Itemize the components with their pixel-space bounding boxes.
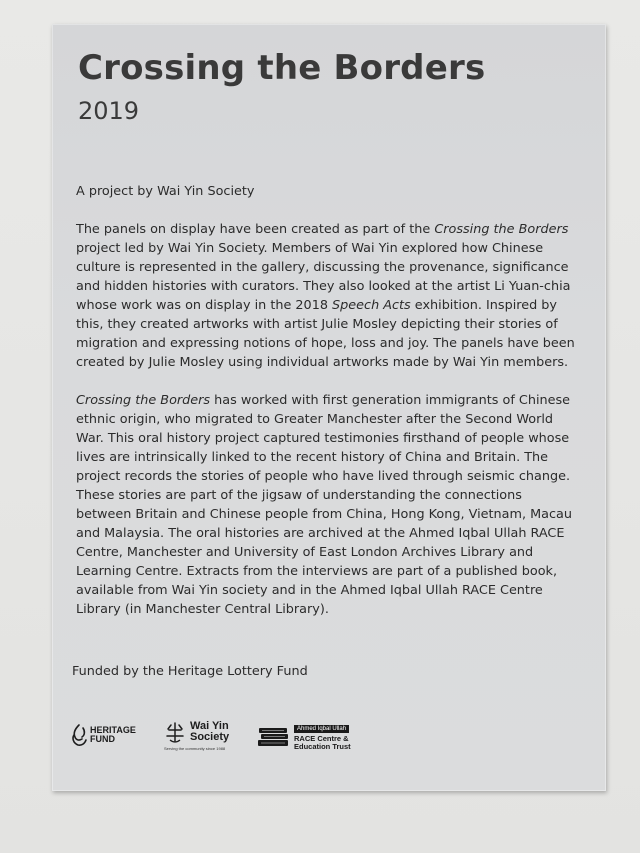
wai-yin-line-2: Society [190,731,230,743]
exhibition-panel [52,24,606,791]
heritage-line-2: FUND [90,734,115,744]
p1-text-b: project led by Wai Yin Society. Members of Wai Yin explored how Chinese culture is represented in the gallery, discussing the provenance, significance and hidden histories with curators. They also looked at the artist Li Yuan-chia whose work was on display in the 2018 [76,241,571,313]
books-stack-icon [258,725,290,749]
p1-text-a: The panels on display have been created as part of the [76,222,435,237]
p1-italic-exhibition: Speech Acts [332,298,411,313]
wai-yin-line-1: Wai Yin [190,720,229,732]
intro-line: A project by Wai Yin Society [76,184,255,199]
p1-italic-title: Crossing the Borders [434,222,569,237]
sponsor-logos [70,721,370,761]
heritage-hands-icon [70,723,88,747]
race-top-label: Ahmed Iqbal Ullah [294,725,349,733]
heritage-fund-text [90,726,136,744]
race-line-2: Education Trust [294,742,351,751]
wai-yin-logo [164,721,229,751]
panel-year: 2019 [78,97,140,125]
panel-body [76,182,576,638]
funding-credit: Funded by the Heritage Lottery Fund [72,664,308,679]
paragraph-2 [76,391,576,619]
heritage-line-1: HERITAGE [90,725,136,735]
p2-italic-title: Crossing the Borders [76,393,211,408]
heritage-fund-logo [70,723,136,747]
wai-yin-emblem-icon [164,721,186,745]
paragraph-1 [76,220,576,372]
panel-title: Crossing the Borders [78,48,486,88]
race-line-1: RACE Centre & [294,734,349,743]
wai-yin-tagline: Serving the community since 1988 [164,746,226,751]
wai-yin-name [190,721,229,743]
p2-text-a: has worked with first generation immigrants of Chinese ethnic origin, who migrated to Greater Manchester after the Second World War. This oral history project captured testimonies firsthand of people whose lives are intrinsically linked to the recent history of China and Britain. The project records the stories of people who have lived through seismic change. These stories are part of the jigsaw of understanding the connections between Britain and Chinese people from China, Hong Kong, Vietnam, Macau and Malaysia. The oral histories are archived at the Ahmed Iqbal Ullah RACE Centre, Manchester and University of East London Archives Library and Learning Centre. Extracts from the interviews are part of a published book, available from Wai Yin society and in the Ahmed Iqbal Ullah RACE Centre Library (in Manchester Central Library). [76,393,572,617]
p1-text-c: exhibition. Inspired by this, they created artworks with artist Julie Mosley depicting their stories of migration and expressing notions of hope, loss and joy. The panels have been created by Julie Mosley using individual artworks made by Wai Yin members. [76,298,575,370]
race-main-label [294,735,351,751]
